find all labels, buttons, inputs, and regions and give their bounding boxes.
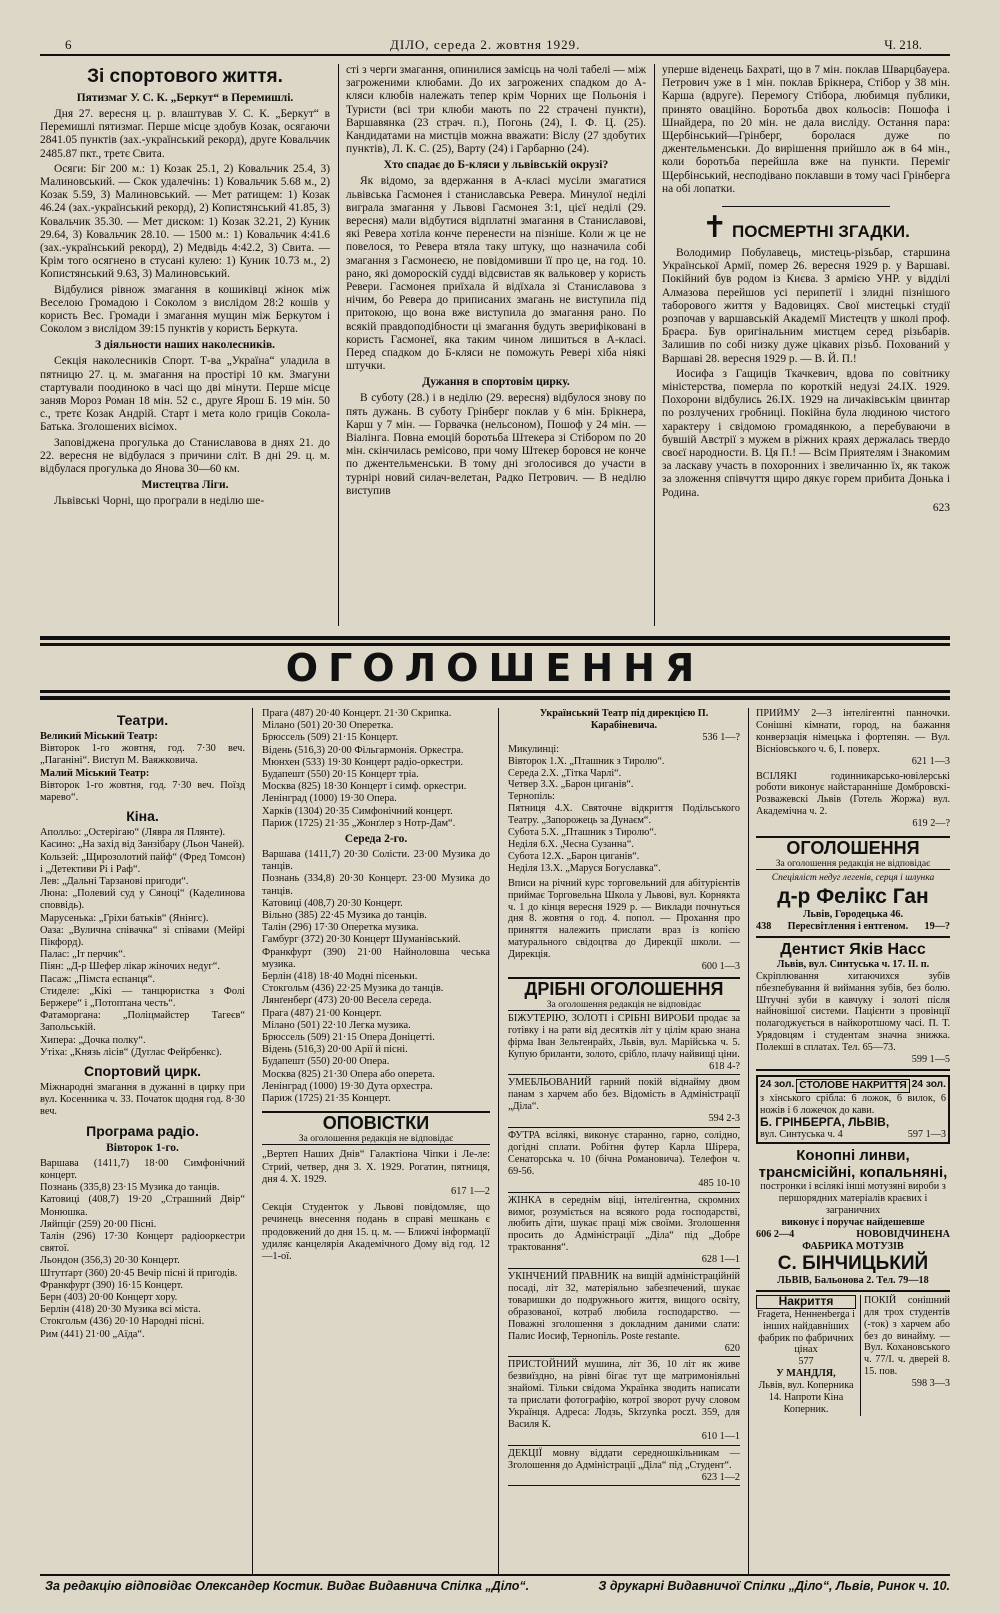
small-ads-list (508, 1011, 740, 1487)
footer-rule (40, 1574, 950, 1576)
small-ad (508, 1269, 740, 1357)
theatre-performance: Субота 5.Х. „Пташник з Тиролю“. (508, 827, 657, 839)
column-sports (40, 64, 330, 626)
ads-column-commercial (756, 708, 950, 1574)
obituaries-title (662, 213, 950, 243)
banner-stripe (40, 636, 950, 640)
radio-listing: Франкфурт (390) 16·15 Концерт. (40, 1279, 183, 1291)
bedding-ad (756, 1295, 856, 1416)
theatre-performance: Микулинці: (508, 743, 560, 755)
theatre-show: Вівторок 1-го жовтня, год. 7·30 веч. Поїзд марево“. (40, 779, 245, 804)
radio-listing: Мюнхен (533) 19·30 Концерт радіо-оркестри. (262, 756, 464, 768)
notices-box (262, 1111, 490, 1145)
radio-listing: Берлін (418) 18·40 Модні пісеньки. (262, 971, 418, 983)
radio-listing: Ленінград (1000) 19·30 Дута орхестра. (262, 1080, 433, 1092)
paragraph: Заповіджена прогулька до Станиславова в днях 21. до 22. вересня не відбулася з причини сліт. В дні 29. ц. м. відбулася прогулька до Янова 30—60 км. (40, 436, 330, 476)
cinema-listing: Пасаж: „Пімста еспанця“. (40, 973, 155, 985)
obituary-number: 623 (932, 501, 950, 514)
notice: Секція Студенток у Львові повідомляє, що речинець внесення подань в справі мешкань є продовжений до дня 15. ц. м. — Ближчі інформації удиляє канцелярія Академічного Дому від год. 12—1-ої. (262, 1202, 490, 1262)
column-rule (338, 64, 339, 626)
theatre-performance: Неділя 6.Х. „Чесна Сузанна“. (508, 838, 634, 850)
subhead-circus: Дужання в спортовім цирку. (422, 376, 570, 389)
issue-number: Ч. 218. (884, 37, 922, 52)
theatre-performance: Субота 12.Х. „Барон циганів“. (508, 850, 640, 862)
ads-column-small-ads (508, 708, 740, 1574)
cutlery-header (760, 1079, 946, 1093)
radio-listing: Будапешт (550) 20·15 Концерт тріа. (262, 769, 419, 781)
cinema-listing: Касино: „На захід від Занзібару (Льон Чаней). (40, 839, 245, 851)
rope-title: Конопні линви, трансмісійні, копальняні, (758, 1147, 948, 1182)
ad-number: 610 1—1 (701, 1430, 740, 1442)
radio-listing: Стокгольм (436) 20·10 Народні пісні. (40, 1316, 205, 1328)
page-number: 6 (65, 37, 72, 52)
paragraph: упершe віденець Бахраті, що в 7 мін. поклав Шварцбауера. Петрович уже в 1 мін. поклав Брікнера, Стібор у 38 мін. Карша (вдруге). Перемогу Стібора, любимця публики, принято оваційно. Боротьба двох кольосів: Пошофа і Шнайдера, по 20 мін. не дала вислідy. Остання пара: Щербінський—Грінберг, боролася дуже по джентельменськи. До вирішення прийшло аж в 64 мін., коли боротьба перейшла вже на пункти. Переміг Щербінський, несподівано поклавши в тому часі Грінберга на обі лопатки. (662, 64, 950, 195)
cinema-listing: Кользей: „Щирозолотий пайф“ (Фред Томсон) і „Детективи Рі і Раф“. (40, 851, 245, 875)
radio-listing: Штутґарт (360) 20·45 Вечір пісні й пригодів. (40, 1267, 238, 1279)
small-ad (508, 1193, 740, 1269)
small-ad-text: ФУТРА всілякі, виконує старанно, гарно, солідно, догідні сплати. Робітня футер Карла Шірера, Сенаторська ч. 10 (бічна Романовича). Телефон ч. 69-56. (508, 1130, 740, 1177)
radio-list (262, 849, 490, 1105)
dentist-name: Дентист Яків Насс (780, 940, 926, 958)
section-title-sports: Зі спортового життя. (87, 66, 283, 87)
paragraph: Секція наколесників Спорт. Т-ва „Україна“ уладила в пятницю 27. ц. м. змагання на простірі 10 км. Змагуни стартували поодиноко в часі що дві мінути. Перше місце заняв Мороз Роман 18 мін. 52 с., друге Ярош Б. 19 мін. 50 с., третє Козак Андрій. Старт і мета коло гриців Сокола-Батька. Зголошених вісімох. (40, 355, 330, 434)
divider (722, 206, 890, 207)
rope-factory: ФАБРИКА МОТУЗІВ (802, 1241, 904, 1252)
radio-listing: Брюссель (509) 21·15 Опера Доніцетті. (262, 1032, 435, 1044)
small-ad-text: ДЕКЦІЇ мовну віддати середношкільникам — Зголошення до Адміністрації „Діла“ під „Студент“. (508, 1447, 740, 1471)
cutlery-firm: Б. ГРІНБЕРГА, ЛЬВІВ, (760, 1114, 890, 1129)
notices-title: ОПОВІСТКИ (322, 1113, 430, 1134)
cinema-listing: Утіха: „Князь лісів“ (Дуглас Фейрбенкс). (40, 1046, 222, 1058)
doctor-xray: Пересвітлення і ентгеном. (787, 920, 909, 932)
announcements-disclaimer: За оголошення редакція не відповідає (775, 858, 931, 870)
circus-text: Міжнародні змагання в дужанні в цирку при вул. Косенника ч. 33. Початок щодня год. 8·30 веч. (40, 1082, 245, 1118)
small-ads-title: ДРІБНІ ОГОЛОШЕННЯ (524, 978, 724, 999)
paragraph: Львівські Чорні, що програли в неділю ше- (54, 495, 265, 508)
small-ad-text: УМЕБЛЬОВАНИЙ гарний покій віднайму двом панам з харчем або без. Відомість в Адміністрації „Діла“. (508, 1077, 740, 1113)
rope-factory-ad (756, 1144, 950, 1291)
radio-listing: Познань (334,8) 20·30 Концерт. 23·00 Музика до танців. (262, 873, 490, 897)
bedding-text: Fragета, Heннeнberga і інших найдавніших фабрик по фабричних цінах (757, 1308, 855, 1356)
notice-number: 617 1—2 (451, 1185, 490, 1197)
ad-number: 19—? (924, 920, 950, 932)
column-rule (252, 708, 253, 1574)
radio-listing: Катовиці (408,7) 19·20 „Страшний Двір“ Монюшка. (40, 1194, 245, 1218)
radio-listing: Рим (441) 21·00 „Аїда“. (40, 1328, 145, 1340)
cutlery-title: СТОЛОВЕ НАКРИТТЯ (796, 1079, 909, 1093)
small-ad-text: УКІНЧЕНИЙ ПРАВНИК на вищій адміністраційній посаді, літ 32, матеріяльно забезпечений, шукає товаришки до подружнього життя, вищого освіту, образованої, котраб любила господарство. — Поважні зголошення з докладним даними слати: Палис Иосиф, Тернопіль. Poste restante. (508, 1271, 740, 1342)
theatre-schedule (508, 744, 740, 875)
paragraph: Як відомо, за вдержання в А-класі мусіли змагатися львівська Гасмонея і станиславська Ревера. Минулої неділі виграла змагання у Львові Гасмонея 3:1, цієї неділі (29. вересня) мали відбутися відплатні змагання в Станиславові, які Ревера хотіла конче перенести на пізніше. Коли ж це не повелося, то Ревера втяла таку штуку, що назначила собі змагання з Гасмонеєю, не повідомивши її про це, на год. 10. рано, які домороскій судді відсвистав як вальковер у користь Ревери. Гасмонея приїхала й відїхала зі Станиславова з нічим, бо Ревера до приписаних змагань не виступила під притокою, що вона вже виступила до змагання рано. По всякій правдоподібности ці змагання будуть зверифіковані в користь Гасмонеї, яка таким чином лишиться в А-класі. Перед спадком до Б-кляси не поможуть Ревері хіба ніякі штучки. (346, 175, 646, 373)
ads-column-radio (262, 708, 490, 1574)
course-ad: Вписи на річний курс торговельний для абітурієнтів приймає Торговельна Школа у Львові, вул. Корнякта ч. 1 до кінця вересня 1929 р. — Виклади почнуться дня 8. жовтня о год. 4. попол. — Прохання про приняття належить прислати враз із копією матурального свідоцтва до Дирекції школи. — Дирекція. (508, 877, 740, 961)
small-ads-disclaimer: За оголошення редакція не відповідає (546, 998, 702, 1010)
column-obituaries (662, 64, 950, 626)
theatre-performance: Пятниця 4.Х. Святочне відкриття Подільського Театру. „Запорожець за Дунаєм“. (508, 803, 740, 827)
radio-listing: Льондон (356,3) 20·30 Концерт. (40, 1255, 180, 1267)
bedding-firm: У МАНДЛЯ, (776, 1368, 836, 1380)
rope-made: виконує і поручає найдешевше (781, 1217, 925, 1229)
ad-number: 485 10-10 (698, 1177, 740, 1189)
subhead-cyclists: З діяльности наших наколесників. (94, 339, 276, 352)
doctor-name: д-р Фелікс Ган (777, 884, 929, 908)
paragraph: В суботу (28.) і в неділю (29. вересня) відбулося знову по пять дужань. В суботу Грінберг поклав у 6 мін. Брікнера, Карш у 7 мін. — Горвачка (нельсоном), Пошоф у 24 мін. — Віалінга. Повна емоцій боротьба Штекера зі Стібором по 20 мін. скінчилась ремісово, при чому Штекер боровся не конче по джентельменськи. В тому дні зголосився до участи в турнірі новий силач-велетан, Радко Петрович. — В неділю виступив (346, 392, 646, 497)
paragraph: Дня 27. вересня ц. р. влаштував У. С. К. „Беркут“ в Перемишлі пятизмаг. Перше місце здобув Козак, осягаючи 2841.05 пунктів (зах.-український рекорд), друге Ковальчик 2485.87 пкт., третє Свита. (40, 108, 330, 160)
radio-listing: Відень (516,3) 20·00 Арії й пісні. (262, 1044, 408, 1056)
paragraph: Осяги: Біг 200 м.: 1) Козак 25.1, 2) Ковальчик 25.4, 3) Малиновський. — Скок удалечінь: 1) Ковальчик 5.68 м., 2) Козак 5.59, 3) Малиновський. — Мет ратищем: 1) Козак 46.24 (зах.-український рекорд), 2) Копистянський 41.85, 3) Ковальчик 35.30. — Мет диском: 1) Козак 32.21, 2) Куник 29.64, 3) Ковальчик 28.10. — 1500 м.: 1) Ковальчик 4:41.6 (зах.-український рекорд), 2) Медвідь 4:42.2, 3) Свита. — Крім того осягнено в стусані кулею: 1) Куник 10.73 м., 2) Копистянський 9.63, 3) Малиновський. (40, 162, 330, 281)
dentist-ad (756, 938, 950, 1071)
ad-watchmaker: ВСІЛЯКІ годинникарсько-ювілерські роботи виконує найстаранніше Домбровскі-Розважевскі Львів (Готель Жоржа) вул. Академічна ч. 2. (756, 770, 950, 818)
cutlery-address: вул. Синтуська ч. 4 (760, 1128, 843, 1140)
bedding-address: Львів, вул. Коперника 14. Напроти Кіна Коперник. (758, 1380, 854, 1415)
cinema-listing: Оаза: „Вулична співачка“ зі співами (Мейрі Пікфорд). (40, 924, 245, 949)
ad-number: 628 1—1 (701, 1254, 740, 1266)
cutlery-ad (756, 1075, 950, 1145)
room-ad (860, 1295, 950, 1416)
cinema-listing: Піян: „Д-р Шефер лікар жіночих недуг“. (40, 961, 221, 973)
ad-number: 597 1—3 (907, 1128, 946, 1140)
ad-number: 600 1—3 (701, 961, 740, 973)
cinema-listing: Аполльо: „Остерігаю“ (Лявра ля Плянте). (40, 827, 226, 839)
ad-number: 536 1—? (702, 731, 740, 743)
radio-list (40, 1158, 245, 1341)
small-ad-text: ЖІНКА в середнім віці, інтелігентна, скромних вимог, розуміється на всякого рода господарстві, любить діти, шукає праці між своїми. Зголошення просить до Адміністрації „Діла“ під „Добре трактовання“. (508, 1194, 740, 1254)
announcements-box (756, 836, 950, 870)
ad-number: 598 3—3 (911, 1378, 950, 1390)
radio-listing: Берн (403) 20·00 Концерт хору. (40, 1291, 178, 1303)
footer-printer: З друкарні Видавничої Спілки „Діло“, Львів, Ринок ч. 10. (598, 1579, 950, 1593)
notice: „Вертеп Наших Днів“ Галактіона Чіпки і Ле-ле: Стрий, четвер, дня 3. X. 1929. Рогатин, пятниця, дня 4. X. 1929. (262, 1149, 490, 1185)
ad-number: 623 1—2 (701, 1471, 740, 1483)
ad-number: 621 1—3 (911, 755, 950, 767)
radio-listing: Брюссель (509) 21·15 Концерт. (262, 732, 399, 744)
announcements-subtitle: ОГОЛОШЕННЯ (786, 838, 920, 859)
ad-number: 618 4-? (709, 1060, 740, 1072)
small-ad (508, 1446, 740, 1487)
cutlery-text: з хінського срібла: 6 ложок, 6 вилок, 6 ножів і 6 ложечок до кави. (760, 1092, 946, 1116)
radio-day: Середа 2-го. (344, 833, 408, 846)
cutlery-price: 24 зол. (911, 1078, 946, 1090)
theatre-show: Вівторок 1-го жовтня, год. 7·30 веч. „Паганіні“. Виступ М. Ваяжковича. (40, 743, 245, 767)
ad-number: 438 (756, 920, 772, 932)
column-rule (748, 708, 749, 1574)
radio-day: Вівторок 1-го. (106, 1141, 179, 1154)
obituary: Иосифа з Гащиців Ткачкевич, вдова по совітнику міністерства, померла по короткій недузі 24.IX. 1929. Похорони відбулись 26.IX. 1929 на личаківськім цвинтар по розлучених гробниці. Покійна була людиною чистого характеру і свідомою громадянкою, а перебуваючи в бувшій Австрії з мужем в ріжних краях держалась твердо своєї народности. В. Ця П.! — Всім Приятелям і Знакомим за ласкаву участь в похоронних і звеличанню їх, як також за зложення співчуття щиро дякує горем прибита Донька і Родина. (662, 367, 950, 499)
theatre-performance: Середа 2.Х. „Тітка Чарлі“. (508, 767, 622, 779)
radio-title: Програма радіо. (86, 1122, 199, 1139)
cinema-listing: Стиделе: „Кікі — танцюристка з Фолі Бержере“ і „Потоптана честь“. (40, 985, 245, 1010)
radio-listing: Лянґенберґ (473) 20·00 Весела середа. (262, 995, 432, 1007)
theatre-performance: Четвер 3.Х. „Барон циганів“. (508, 779, 634, 791)
cross-icon: ✝ (702, 211, 728, 245)
radio-listing: Москва (825) 18·30 Концерт і симф. оркестри. (262, 781, 467, 793)
announcements-banner (40, 636, 950, 700)
radio-listing: Париж (1725) 21·35 Концерт. (262, 1093, 391, 1105)
rope-owner: С. БІНЧИЦЬКИЙ (777, 1252, 929, 1274)
obituaries-title-text: ПОСМЕРТНІ ЗГАДКИ. (732, 222, 910, 242)
banner-title: ОГОЛОШЕННЯ (40, 646, 950, 690)
cinema-listing: Марусенька: „Гріхи батьків“ (Янінгс). (40, 912, 209, 924)
radio-listing: Париж (1725) 21·35 „Жонґлер з Нотр-Дам“. (262, 817, 456, 829)
theatre-performance: Вівторок 1.Х. „Пташник з Тиролю“. (508, 755, 665, 767)
ad-number: 619 2—? (912, 818, 950, 830)
radio-listing: Ляйпціг (259) 20·00 Пісні. (40, 1218, 157, 1230)
rope-address: ЛЬВІВ, Бальонова 2. Тел. 79—18 (777, 1274, 929, 1286)
radio-listing: Талін (296) 17·30 Концерт радіооркестри святої. (40, 1230, 245, 1255)
small-ad (508, 1357, 740, 1445)
radio-listing: Мілано (501) 22·10 Легка музика. (262, 1019, 411, 1031)
radio-listing: Гамбург (372) 20·30 Концерт Шуманівський. (262, 934, 461, 946)
radio-listing: Москва (825) 21·30 Опера або оперета. (262, 1068, 435, 1080)
ad-number: 599 1—5 (911, 1054, 950, 1066)
theatre-name: Великий Міський Театр: (40, 731, 158, 742)
radio-listing: Франкфурт (390) 21·00 Найноловша чеська музика. (262, 946, 490, 970)
small-ad-text: БІЖУТЕРІЮ, ЗОЛОТІ і СРІБНІ ВИРОБИ продає за готівку і на рати від десятків літ у цілім краю знана фірма Іван Зельтенрайх, Львів, вул. Марійська ч. 5. Купую бриланти, золото, срібло, плачу найвищі ціни. (508, 1012, 740, 1060)
column-rule (498, 708, 499, 1574)
cinema-listing: Хипера: „Дочка полку“. (40, 1034, 146, 1046)
rope-text: постронки і всілякі інші мотузяні вироби з першорядних матеріалів краєвих і заграничних (760, 1181, 946, 1217)
subhead-b-class: Хто спадає до Б-кляси у львівській окрузі? (383, 159, 609, 172)
doctor-specialty: Спеціяліст недуг легенів, серця і шлунка (771, 873, 935, 884)
cinema-listing: Палас: „Іт перчик“. (40, 949, 126, 961)
banner-stripe (40, 696, 950, 700)
small-ad (508, 1075, 740, 1128)
room-text: ПОКІЙ сонішний для трох студентів (-ток) з харчем або без до винайму. — Вул. Кохановського ч. 77/І. ч. дверей 8. 15. пов. (864, 1294, 950, 1378)
radio-listing: Мілано (501) 20·30 Оперетка. (262, 720, 394, 732)
radio-listing: Вільно (385) 22·45 Музика до танців. (262, 910, 427, 922)
notices-disclaimer: За оголошення редакція не відповідає (298, 1133, 454, 1145)
small-ad-text: ПРИСТОЙНИЙ мушина, літ 36, 10 літ як живе безвиїздно, на рівні бігає тут ще матримоніяльні знайомі. Тільки свідома Українка зводить написати та прислати фотографію, котрої зворот ручу словом Українця. Адреса: Лодзь, Skrzynka poczt. 359, для Василя К. (508, 1359, 740, 1430)
radio-listing: Харків (1304) 20·35 Симфонічний концерт. (262, 805, 453, 817)
masthead-date: ДІЛО, середа 2. жовтня 1929. (390, 37, 581, 52)
doctor-ad (756, 870, 950, 938)
radio-listing: Варшава (1411,7) 20·30 Солісти. 23·00 Музика до танців. (262, 849, 490, 873)
dentist-address: Львів, вул. Синтуська ч. 17. II. п. (776, 958, 930, 970)
bedding-title: Накриття (756, 1295, 856, 1309)
column-rule (654, 64, 655, 626)
paragraph: Відбулися рівнож змагання в кошиківці жінок між Веселою Громадою і Соколом з вислідом 28:2 кошів у користь Вес. Громади і змагання мущин між Беркутом і Соколом з вислідом 39:15 пунктів у користь Беркута. (40, 283, 330, 336)
cutlery-price: 24 зол. (760, 1078, 795, 1090)
cinemas-title: Кіна. (126, 808, 159, 825)
column-sports-2 (346, 64, 646, 626)
radio-listing: Познань (335,8) 23·15 Музика до танців. (40, 1182, 220, 1194)
rope-new: НОВОВІДЧИНЕНА (856, 1229, 950, 1241)
paragraph: сті з черги змагання, опинилися замісць на чолі табелі — між загроженими клюбами. До их загрожених спадком до А-кляси клюбів належать тепер крім Чорних ще Польонія і Туристи (всі три клюби мають по 22 стрaчені пункти), Варшавянка (23 страч. п.), Погонь (24), І. Ф. Ц. (25). Кандидатами на мистців можна вважати: Віслу (27 здобутих пунктів), Л. К. С. (25), Варту (24) і Гарбарню (24). (346, 64, 646, 156)
ad-number: 620 (724, 1342, 740, 1354)
small-ad (508, 1011, 740, 1076)
radio-listing: Будапешт (550) 20·00 Опера. (262, 1056, 390, 1068)
cinema-listing: Лев: „Дальні Тарзанові пригоди“. (40, 876, 189, 888)
doctor-address: Львів, Городецька 46. (802, 908, 904, 920)
theatre-performance: Неділя 13.Х. „Маруся Богуславка“. (508, 862, 661, 874)
small-ad (508, 1128, 740, 1193)
cinema-listing: Фатаморгана: „Поліцмайстер Тагеєв“ Запольській. (40, 1010, 245, 1034)
obituary: Володимир Побулавець, мистець-різьбар, старшина Української Армії, помер 26. вересня 1929 р. у Варшаві. Покійний був родом із Києва. З армією УНР. у відділі Алмазова перейшов усі перипетії і злидні пізнішого таборового життя у Вадовицях. Свої мистецькі студії розпочав у варшавській Академії Мистецтв у школі проф. Браєра. Був оригінальним мистцем серед різьбарів. Залишив по собі низку дуже цікавих різьб. Похований у Варшаві 28. вересня 1929 р. — В. Й. П.! (662, 247, 950, 365)
ads-column-theatres (40, 708, 245, 1574)
radio-listing: Відень (516,3) 20·00 Фільгармонія. Оркестра. (262, 744, 464, 756)
cinema-listing: Люна: „Полевий суд у Сяноці“ (Каделинова споввідь). (40, 888, 245, 912)
small-ads-box (508, 977, 740, 1011)
subhead-league: Мистецтва Ліги. (141, 479, 229, 492)
radio-listing: Прага (487) 21·00 Концерт. (262, 1007, 382, 1019)
bottom-ads-row (756, 1295, 950, 1416)
ad-number: 606 2—4 (756, 1229, 795, 1241)
theatre-company-title: Український Театр під дирекцією П. Карабіневича. (539, 708, 709, 731)
page-header (40, 38, 950, 56)
ad-number: 577 (798, 1356, 814, 1368)
radio-listing: Берлін (418) 20·30 Музика всі міста. (40, 1304, 201, 1316)
cutlery-footer (760, 1129, 946, 1141)
doctor-footer (756, 921, 950, 933)
radio-listing: Талін (296) 17·30 Оперетка музика. (262, 922, 419, 934)
circus-title: Спортовий цирк. (83, 1063, 202, 1080)
dentist-text: Скріплювання хитаючихся зубів пбезпебування й виймання зубів, без болю. Штучні зуби в кавчуку і золоті після найновішої системи. Пацієнти з провінції полагоджується в найкоротшому часі. П. Т. Урядовцям і студентам значна знижка. Полекші в сплатах. Тел. 65—73. (756, 970, 950, 1054)
rope-new-row (756, 1229, 950, 1241)
theatres-title: Театри. (116, 712, 169, 728)
subhead-berkut: Пятизмаг У. С. К. „Беркут“ в Перемишлі. (76, 92, 294, 104)
ad-rooms: ПРИЙМУ 2—3 інтелігентні панночки. Сонішні кімнати, город, на бажання конверзація німецька і фортепян. — Вул. Вісніовського ч. 6, І. поверх. (756, 708, 950, 755)
radio-list (262, 708, 490, 830)
theatre-name: Малий Міський Театр: (40, 767, 150, 779)
radio-listing: Стокгольм (436) 22·25 Музика до танців. (262, 983, 444, 995)
theatre-performance: Тернопіль: (508, 791, 555, 803)
radio-listing: Прага (487) 20·40 Концерт. 21·30 Скрипка. (262, 708, 452, 719)
ad-number: 594 2-3 (708, 1113, 740, 1125)
radio-listing: Ленінград (1000) 19·30 Опера. (262, 793, 397, 805)
cinema-list (40, 827, 245, 1059)
footer-editor: За редакцію відповідає Олександер Костик. Видає Видавнича Спілка „Діло“. (45, 1579, 530, 1593)
radio-listing: Катовиці (408,7) 20·30 Концерт. (262, 897, 403, 909)
radio-listing: Варшава (1411,7) 18·00 Симфонічний концерт. (40, 1157, 245, 1181)
